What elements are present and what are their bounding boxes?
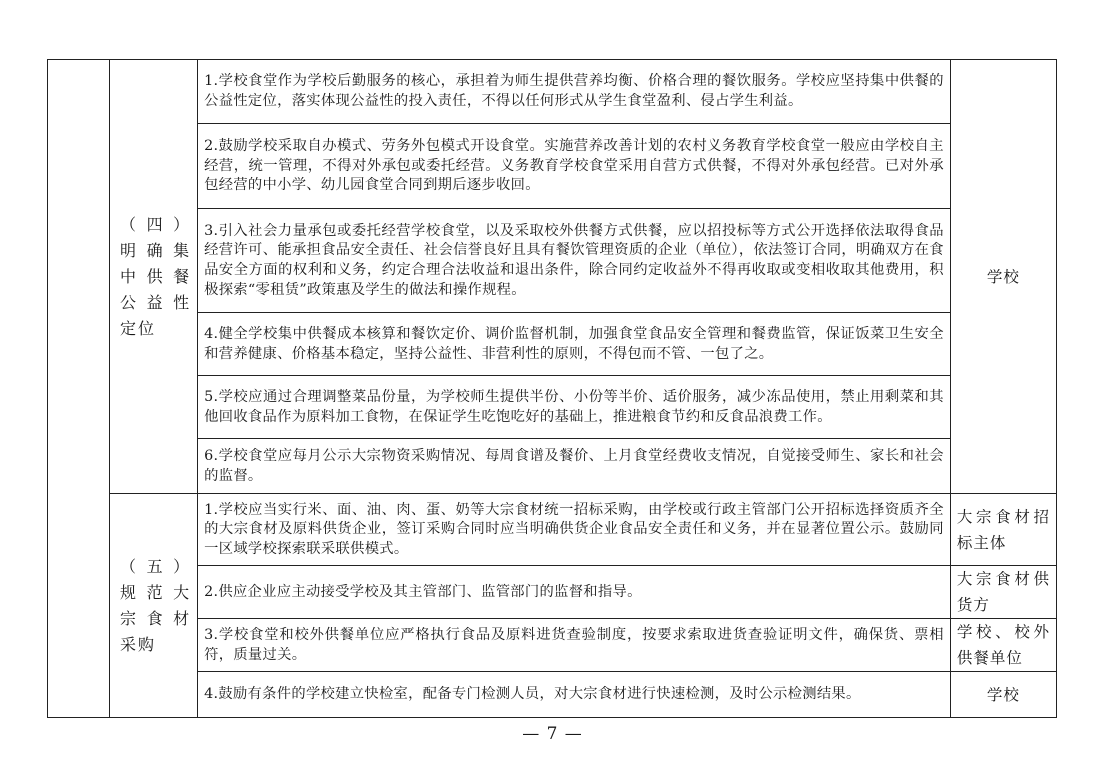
item-cell — [198, 60, 951, 124]
responsible-party: 学校 — [986, 685, 1020, 704]
responsible-party: 大宗食材供货方 — [956, 570, 1050, 614]
responsible-cell — [950, 494, 1056, 566]
item-cell — [198, 209, 951, 313]
responsible-cell — [950, 619, 1056, 672]
item-cell — [198, 672, 951, 718]
item-cell — [198, 313, 951, 376]
item-text: 4.鼓励有条件的学校建立快检室，配备专门检测人员，对大宗食材进行快速检测，及时公示检测结果。 — [204, 686, 861, 703]
item-text: 1.学校食堂作为学校后勤服务的核心，承担着为师生提供营养均衡、价格合理的餐饮服务。学校应坚持集中供餐的公益性定位，落实体现公益性的投入责任，不得以任何形式从学生食堂盈利、侵占学生利益。 — [204, 73, 944, 109]
table-row — [48, 619, 1057, 672]
table-row — [48, 313, 1057, 376]
category-cell — [110, 494, 198, 718]
item-text: 1.学校应当实行米、面、油、肉、蛋、奶等大宗食材统一招标采购，由学校或行政主管部门公开招标选择资质齐全的大宗食材及原料供货企业，签订采购合同时应当明确供货企业食品安全责任和义务，并在显著位置公示。鼓励同一区域学校探索联采联供模式。 — [204, 501, 944, 557]
responsible-cell — [950, 566, 1056, 619]
blank-column-cell — [48, 60, 110, 718]
item-cell — [198, 124, 951, 209]
item-text: 2.鼓励学校采取自办模式、劳务外包模式开设食堂。实施营养改善计划的农村义务教育学校食堂一般应由学校自主经营，统一管理，不得对外承包或委托经营。义务教育学校食堂采用自营方式供餐，不得对外承包经营。已对外承包经营的中小学、幼儿园食堂合同到期后逐步收回。 — [204, 138, 944, 194]
category-title: （五）规范大宗食材采购 — [120, 556, 192, 654]
item-cell — [198, 439, 951, 494]
item-text: 6.学校食堂应每月公示大宗物资采购情况、每周食谱及餐价、上月食堂经费收支情况，自觉接受师生、家长和社会的监督。 — [204, 447, 944, 484]
item-cell — [198, 376, 951, 439]
item-cell — [198, 566, 951, 619]
responsible-cell — [950, 60, 1056, 494]
responsible-party: 学校 — [986, 267, 1020, 286]
table-row — [48, 60, 1057, 124]
table-row — [48, 439, 1057, 494]
table-row — [48, 494, 1057, 566]
responsible-cell — [950, 672, 1056, 718]
page-number: — 7 — — [522, 724, 583, 744]
item-cell — [198, 494, 951, 566]
responsible-party: 学校、校外供餐单位 — [956, 623, 1050, 667]
item-cell — [198, 619, 951, 672]
item-text: 3.引入社会力量承包或委托经营学校食堂，以及采取校外供餐方式供餐，应以招投标等方式公开选择依法取得食品经营许可、能承担食品安全责任、社会信誉良好且具有餐饮管理资质的企业（单位），依法签订合同，明确双方在食品安全方面的权利和义务，约定合理合法收益和退出条件，除合同约定收益外不得再收取或变相收取其他费用，积极探索“零租赁”政策惠及学生的做法和操作规程。 — [204, 222, 944, 298]
table-row — [48, 209, 1057, 313]
category-title: （四）明确集中供餐公益性定位 — [120, 214, 192, 338]
item-text: 5.学校应通过合理调整菜品份量，为学校师生提供半份、小份等半价、适价服务，减少冻品使用，禁止用剩菜和其他回收食品作为原料加工食物，在保证学生吃饱吃好的基础上，推进粮食节约和反食品浪费工作。 — [204, 388, 944, 425]
table-row — [48, 672, 1057, 718]
item-text: 2.供应企业应主动接受学校及其主管部门、监管部门的监督和指导。 — [204, 583, 642, 600]
table-row — [48, 376, 1057, 439]
item-text: 3.学校食堂和校外供餐单位应严格执行食品及原料进货查验制度，按要求索取进货查验证明文件，确保货、票相符，质量过关。 — [204, 626, 944, 663]
table-row — [48, 124, 1057, 209]
policy-table — [47, 59, 1057, 718]
category-cell — [110, 60, 198, 494]
responsible-party: 大宗食材招标主体 — [956, 507, 1050, 552]
item-text: 4.健全学校集中供餐成本核算和餐饮定价、调价监督机制，加强食堂食品安全管理和餐费监管，保证饭菜卫生安全和营养健康、价格基本稳定，坚持公益性、非营利性的原则，不得包而不管、一包了之。 — [204, 325, 944, 362]
table-row — [48, 566, 1057, 619]
